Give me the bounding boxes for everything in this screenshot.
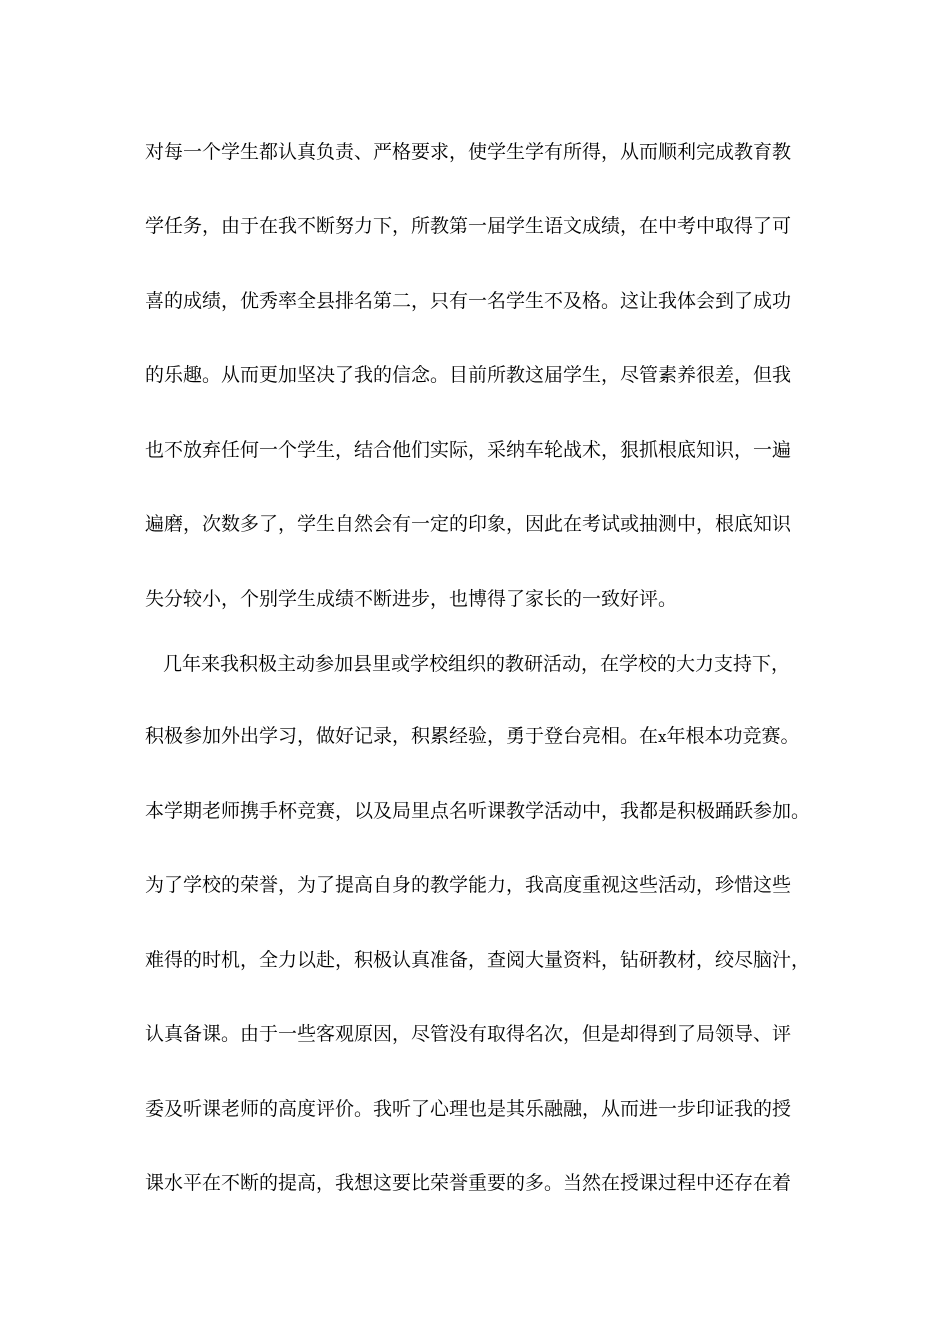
text-span: 年根本功竞赛。	[666, 725, 800, 747]
text-line: 几年来我积极主动参加县里或学校组织的教研活动，在学校的大力支持下，	[163, 653, 791, 675]
text-line: 遍磨，次数多了，学生自然会有一定的印象，因此在考试或抽测中，根底知识	[145, 513, 792, 535]
year-placeholder: x	[658, 728, 667, 746]
text-line	[145, 724, 810, 749]
text-span: 积极参加外出学习，做好记录，积累经验，勇于登台亮相。在	[145, 725, 659, 747]
text-line: 也不放弃任何一个学生，结合他们实际，采纳车轮战术，狠抓根底知识，一遍	[145, 439, 792, 461]
text-line: 难得的时机，全力以赴，积极认真准备，查阅大量资料，钻研教材，绞尽脑汁，	[145, 949, 811, 971]
text-line: 对每一个学生都认真负责、严格要求，使学生学有所得，从而顺利完成教育教	[145, 141, 792, 163]
text-line: 为了学校的荣誉，为了提高自身的教学能力，我高度重视这些活动，珍惜这些	[145, 874, 792, 896]
text-line: 的乐趣。从而更加坚决了我的信念。目前所教这届学生，尽管素养很差，但我	[145, 364, 792, 386]
text-line: 喜的成绩，优秀率全县排名第二，只有一名学生不及格。这让我体会到了成功	[145, 290, 792, 312]
text-line: 本学期老师携手杯竞赛，以及局里点名听课教学活动中，我都是积极踊跃参加。	[145, 800, 811, 822]
text-line: 课水平在不断的提高，我想这要比荣誉重要的多。当然在授课过程中还存在着	[145, 1172, 792, 1194]
text-line: 委及听课老师的高度评价。我听了心理也是其乐融融，从而进一步印证我的授	[145, 1098, 792, 1120]
text-line: 失分较小，个别学生成绩不断进步，也博得了家长的一致好评。	[145, 588, 678, 610]
text-line: 认真备课。由于一些客观原因，尽管没有取得名次，但是却得到了局领导、评	[145, 1023, 792, 1045]
text-line: 学任务，由于在我不断努力下，所教第一届学生语文成绩，在中考中取得了可	[145, 215, 792, 237]
